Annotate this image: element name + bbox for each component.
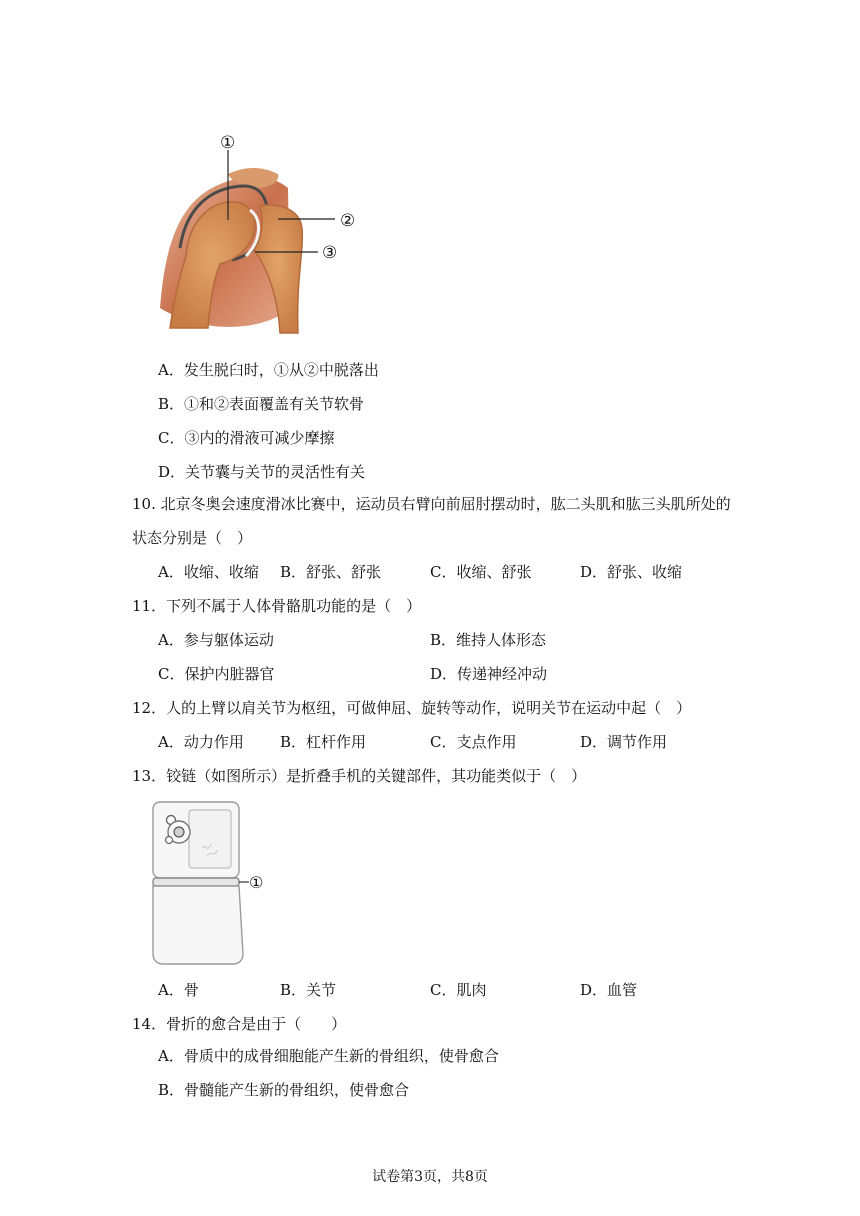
figure1-label-3: ③	[322, 243, 338, 263]
q14-option-b: B．骨髓能产生新的骨组织，使骨愈合	[158, 1081, 410, 1099]
q13-option-b: B．关节	[280, 981, 337, 999]
q11-option-d: D．传递神经冲动	[430, 665, 548, 683]
hinge	[153, 878, 239, 886]
q9-option-d: D．关节囊与关节的灵活性有关	[158, 463, 366, 481]
page-footer: 试卷第3页，共8页	[372, 1169, 488, 1185]
q12-option-b: B．杠杆作用	[280, 733, 367, 751]
q13-option-a: A．骨	[158, 981, 199, 999]
q14-option-a: A．骨质中的成骨细胞能产生新的骨组织，使骨愈合	[158, 1047, 499, 1065]
q9-option-c: C．③内的滑液可减少摩擦	[158, 429, 335, 447]
q11-option-a: A．参与躯体运动	[158, 631, 274, 649]
q9-option-a: A．发生脱臼时，①从②中脱落出	[158, 361, 379, 379]
q12-option-c: C．支点作用	[430, 733, 517, 751]
q10-stem-line2: 状态分别是（ ）	[132, 529, 253, 547]
q9-option-b: B．①和②表面覆盖有关节软骨	[158, 395, 365, 413]
q12-option-a: A．动力作用	[158, 733, 244, 751]
q10-stem-line1: 10. 北京冬奥会速度滑冰比赛中，运动员右臂向前屈肘摆动时，肱二头肌和肱三头肌所处的	[132, 495, 731, 513]
figure1-label-2: ②	[340, 211, 356, 231]
q13-option-d: D．血管	[580, 981, 638, 999]
q10-option-c: C．收缩、舒张	[430, 563, 532, 581]
q13-option-c: C．肌肉	[430, 981, 487, 999]
q10-option-d: D．舒张、收缩	[580, 563, 683, 581]
q14-stem: 14．骨折的愈合是由于（ ）	[132, 1015, 347, 1033]
q11-stem: 11．下列不属于人体骨骼肌功能的是（ ）	[132, 597, 422, 615]
q12-option-d: D．调节作用	[580, 733, 668, 751]
q10-option-b: B．舒张、舒张	[280, 563, 382, 581]
shoulder-joint-figure	[150, 128, 370, 343]
figure1-label-1: ①	[220, 133, 236, 153]
q12-stem: 12．人的上臂以肩关节为枢纽，可做伸屈、旋转等动作，说明关节在运动中起（ ）	[132, 699, 692, 717]
q11-option-c: C．保护内脏器官	[158, 665, 275, 683]
q11-option-b: B．维持人体形态	[430, 631, 547, 649]
figure2-label-1: ①	[249, 873, 264, 892]
folding-phone-figure	[145, 798, 275, 968]
q13-stem: 13．铰链（如图所示）是折叠手机的关键部件，其功能类似于（ ）	[132, 767, 587, 785]
q10-option-a: A．收缩、收缩	[158, 563, 259, 581]
